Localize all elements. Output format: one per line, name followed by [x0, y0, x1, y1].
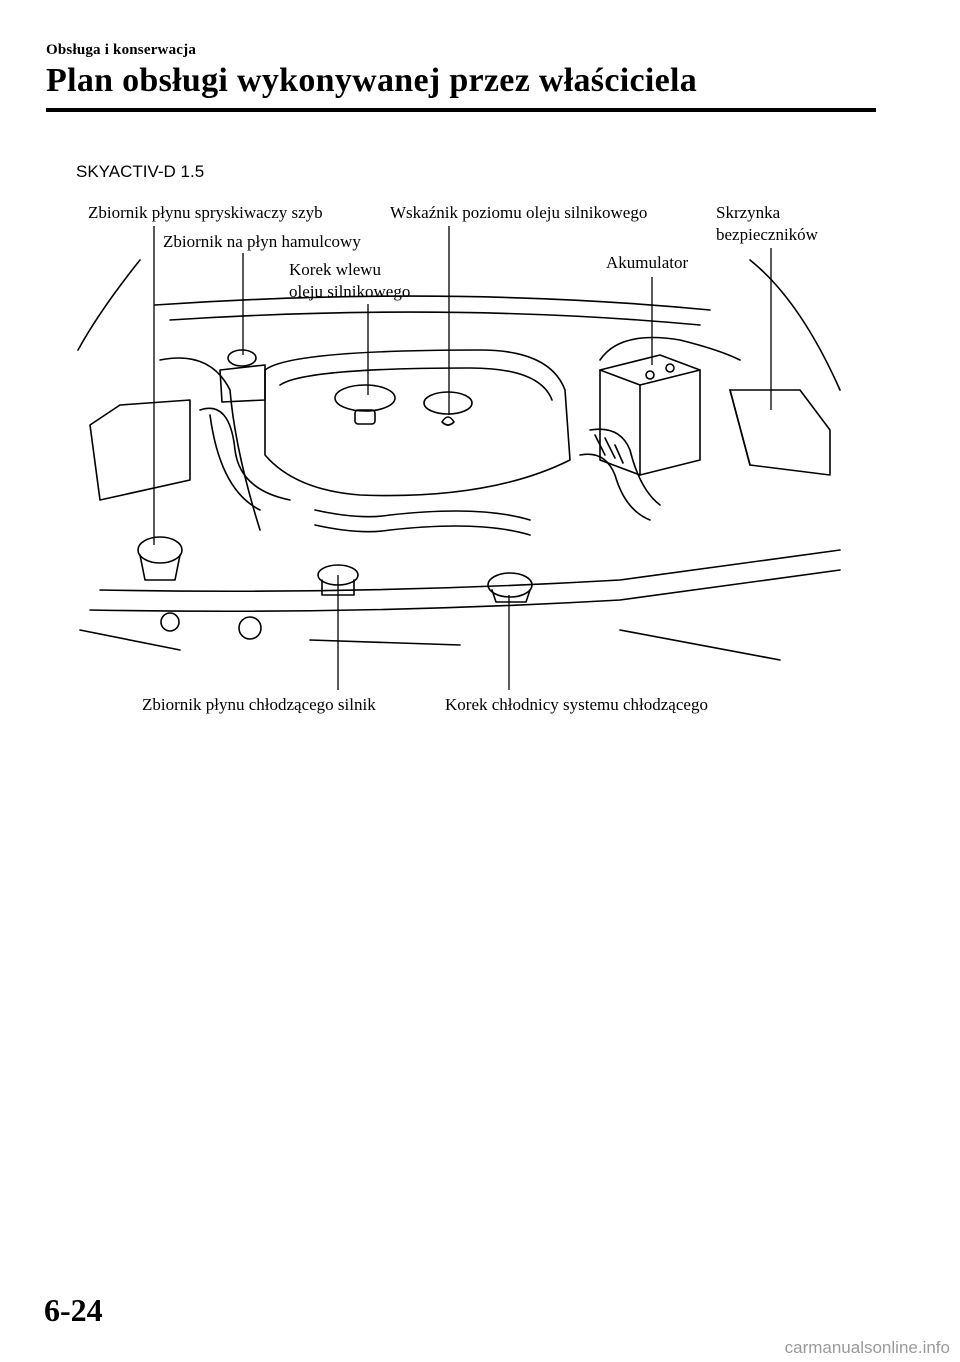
label-dipstick: Wskaźnik poziomu oleju silnikowego	[390, 203, 648, 222]
label-battery: Akumulator	[606, 253, 689, 272]
label-radiator-cap: Korek chłodnicy systemu chłodzącego	[445, 695, 708, 714]
label-washer-reservoir: Zbiornik płynu spryskiwaczy szyb	[88, 203, 323, 222]
label-brake-reservoir: Zbiornik na płyn hamulcowy	[163, 232, 361, 251]
engine-bay-illustration	[60, 250, 850, 690]
engine-variant-label: SKYACTIV-D 1.5	[76, 162, 205, 181]
page-number: 6-24	[44, 1292, 103, 1328]
label-oil-filler-cap-2: oleju silnikowego	[289, 282, 411, 301]
label-fuse-box-1: Skrzynka	[716, 203, 781, 222]
page-title: Plan obsługi wykonywanej przez właściciela	[46, 62, 698, 99]
watermark: carmanualsonline.info	[784, 1338, 950, 1357]
title-rule	[46, 108, 876, 112]
label-oil-filler-cap-1: Korek wlewu	[289, 260, 382, 279]
label-fuse-box-2: bezpieczników	[716, 225, 818, 244]
label-coolant-reservoir: Zbiornik płynu chłodzącego silnik	[142, 695, 376, 714]
section-title: Obsługa i konserwacja	[46, 42, 197, 58]
